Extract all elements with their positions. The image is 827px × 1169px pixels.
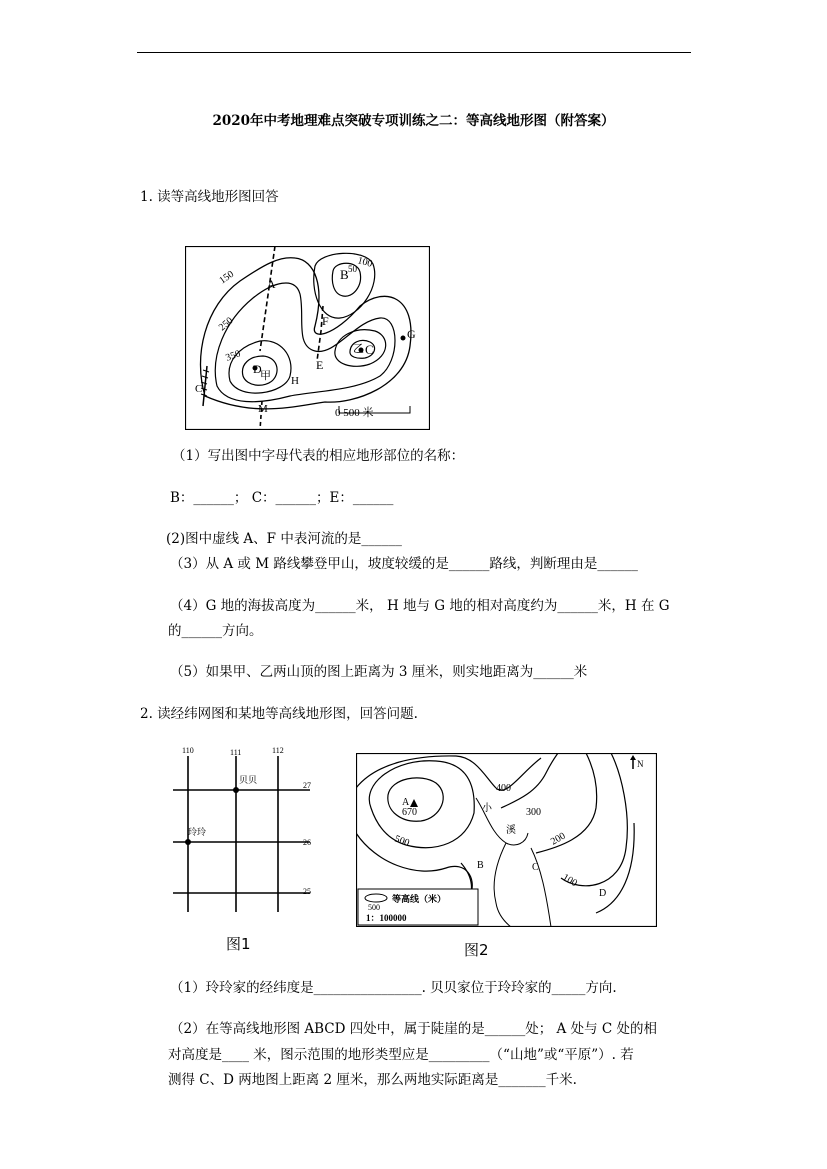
label-g: G bbox=[407, 327, 416, 341]
label-yi: 乙 bbox=[353, 343, 364, 355]
label-point-d: D bbox=[599, 888, 607, 899]
fig1-caption: 图1 bbox=[226, 935, 251, 953]
label-river-xi: 溪 bbox=[506, 825, 516, 836]
fig2-caption: 图2 bbox=[464, 941, 489, 959]
fig1-grid bbox=[170, 742, 320, 912]
label-jia: 甲 bbox=[260, 370, 271, 382]
header-rule bbox=[137, 52, 691, 53]
label-f: F bbox=[322, 314, 329, 328]
label-100: 100 bbox=[356, 255, 374, 270]
label-250: 250 bbox=[216, 315, 236, 334]
q1-sub2: (2)图中虚线 A、F 中表河流的是______ bbox=[166, 531, 402, 547]
label-beibei: 贝贝 bbox=[239, 775, 258, 785]
label-d: D bbox=[253, 362, 262, 376]
legend-value: 500 bbox=[368, 903, 380, 912]
point-beibei bbox=[233, 787, 239, 793]
label-c: C bbox=[195, 383, 203, 395]
lat-26: 26 bbox=[303, 838, 311, 847]
q1-contour-map bbox=[185, 246, 430, 430]
label-e: E bbox=[316, 358, 324, 372]
fig2-contour-map bbox=[356, 753, 657, 927]
label-peak-a: A bbox=[402, 797, 410, 808]
label-river-xiao: 小 bbox=[482, 803, 492, 814]
scale-text: 0 500 米 bbox=[335, 407, 374, 419]
lat-25: 25 bbox=[303, 887, 311, 896]
label-a: A bbox=[267, 277, 276, 291]
label-contour-500: 500 bbox=[392, 833, 411, 849]
lat-27: 27 bbox=[303, 781, 311, 790]
legend-label: 等高线（米） bbox=[392, 894, 447, 904]
lon-110: 110 bbox=[182, 746, 194, 755]
legend-scale: 1：100000 bbox=[366, 913, 407, 923]
point-g-dot bbox=[401, 336, 406, 341]
label-point-b: B bbox=[477, 860, 484, 871]
lon-111: 111 bbox=[230, 748, 242, 757]
q2-sub1: （1）玲玲家的经纬度是________________. 贝贝家位于玲玲家的_____方向. bbox=[170, 980, 617, 996]
label-m: M bbox=[258, 403, 268, 415]
q1-sub4-line2: 的______方向。 bbox=[168, 623, 263, 639]
label-contour-400: 400 bbox=[496, 783, 511, 794]
lon-112: 112 bbox=[272, 746, 284, 755]
q1-sub1: （1）写出图中字母代表的相应地形部位的名称： bbox=[172, 448, 465, 464]
q1-sub3: （3）从 A 或 M 路线攀登甲山，坡度较缓的是______路线，判断理由是______ bbox=[170, 556, 638, 572]
label-contour-200: 200 bbox=[549, 830, 568, 848]
q1-heading: 1. 读等高线地形图回答 bbox=[140, 189, 279, 205]
label-peak-value: 670 bbox=[402, 807, 417, 818]
q2-sub2-line3: 测得 C、D 两地图上距离 2 厘米，那么两地实际距离是_______千米. bbox=[168, 1072, 577, 1088]
label-c-area: C bbox=[365, 342, 374, 357]
label-150: 150 bbox=[217, 268, 237, 287]
label-h: H bbox=[291, 375, 299, 387]
q2-sub2-line2: 对高度是____ 米，图示范围的地形类型应是_________（“山地”或“平原”）. 若 bbox=[168, 1047, 634, 1063]
page-title: 2020年中考地理难点突破专项训练之二：等高线地形图（附答案） bbox=[212, 113, 615, 129]
label-north: N bbox=[637, 759, 644, 769]
label-b: B bbox=[340, 267, 349, 282]
label-contour-300: 300 bbox=[526, 807, 541, 818]
point-lingling bbox=[185, 839, 191, 845]
q2-heading: 2. 读经纬网图和某地等高线地形图，回答问题. bbox=[140, 706, 418, 722]
label-point-c: C bbox=[532, 862, 539, 873]
label-50: 50 bbox=[348, 264, 357, 274]
label-contour-100: 100 bbox=[560, 872, 579, 890]
label-350: 350 bbox=[224, 348, 243, 364]
q1-sub1-blanks: B：______； C：______；E：______ bbox=[170, 490, 394, 506]
q1-sub4-line1: （4）G 地的海拔高度为______米， H 地与 G 地的相对高度约为______米，H 在 G bbox=[170, 598, 670, 614]
q1-sub5: （5）如果甲、乙两山顶的图上距离为 3 厘米，则实地距离为______米 bbox=[170, 664, 588, 680]
label-lingling: 玲玲 bbox=[188, 827, 207, 837]
q2-sub2-line1: （2）在等高线地形图 ABCD 四处中，属于陡崖的是______处； A 处与 C 处的相 bbox=[170, 1021, 657, 1037]
